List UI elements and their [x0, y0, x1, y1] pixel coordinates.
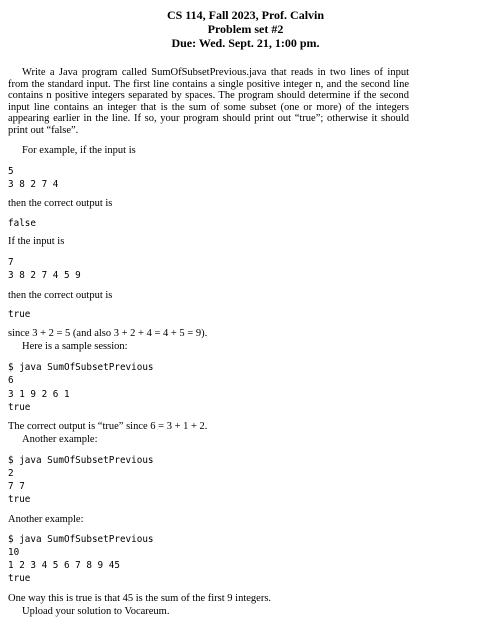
- example-intro: For example, if the input is: [22, 145, 136, 156]
- example1-input-numbers: 3 8 2 7 4: [8, 179, 59, 190]
- intro-paragraph: Write a Java program called SumOfSubsetPrevious.java that reads in two lines of input from the standard input. The first line contains a single positive integer n, and the second line contains n positive integers separated by spaces. The program should determine if the second input line contains an integer that is the sum of some subset (one or more) of the integers appearing earlier in the line. If so, your program should print out “true”; otherwise it should print out “false”.: [8, 67, 409, 136]
- session3-output: true: [8, 573, 31, 584]
- session1-command: $ java SumOfSubsetPrevious: [8, 362, 154, 373]
- example1-input-n: 5: [8, 166, 14, 177]
- since-explanation: since 3 + 2 = 5 (and also 3 + 2 + 4 = 4 + 5 = 9).: [8, 328, 208, 339]
- session1-numbers: 3 1 9 2 6 1: [8, 389, 70, 400]
- session1-output: true: [8, 402, 31, 413]
- another-example-1: Another example:: [22, 434, 98, 445]
- session2-n: 2: [8, 468, 14, 479]
- session2-command: $ java SumOfSubsetPrevious: [8, 455, 154, 466]
- session1-explanation: The correct output is “true” since 6 = 3 + 1 + 2.: [8, 421, 208, 432]
- example2-input-n: 7: [8, 257, 14, 268]
- example1-output: false: [8, 218, 36, 229]
- session3-command: $ java SumOfSubsetPrevious: [8, 534, 154, 545]
- then-correct-output-2: then the correct output is: [8, 290, 113, 301]
- then-correct-output-1: then the correct output is: [8, 198, 113, 209]
- session3-numbers: 1 2 3 4 5 6 7 8 9 45: [8, 560, 120, 571]
- problem-set-title: Problem set #2: [207, 22, 284, 36]
- session3-n: 10: [8, 547, 20, 558]
- session1-n: 6: [8, 375, 14, 386]
- sample-session-intro: Here is a sample session:: [22, 341, 128, 352]
- example2-output: true: [8, 309, 31, 320]
- session2-output: true: [8, 494, 31, 505]
- example2-input-numbers: 3 8 2 7 4 5 9: [8, 270, 81, 281]
- course-title: CS 114, Fall 2023, Prof. Calvin: [166, 8, 325, 22]
- if-input-is: If the input is: [8, 236, 65, 247]
- upload-instruction: Upload your solution to Vocareum.: [22, 606, 170, 617]
- session2-numbers: 7 7: [8, 481, 25, 492]
- another-example-2: Another example:: [8, 514, 84, 525]
- due-date: Due: Wed. Sept. 21, 1:00 pm.: [171, 36, 320, 50]
- session3-explanation: One way this is true is that 45 is the sum of the first 9 integers.: [8, 593, 272, 604]
